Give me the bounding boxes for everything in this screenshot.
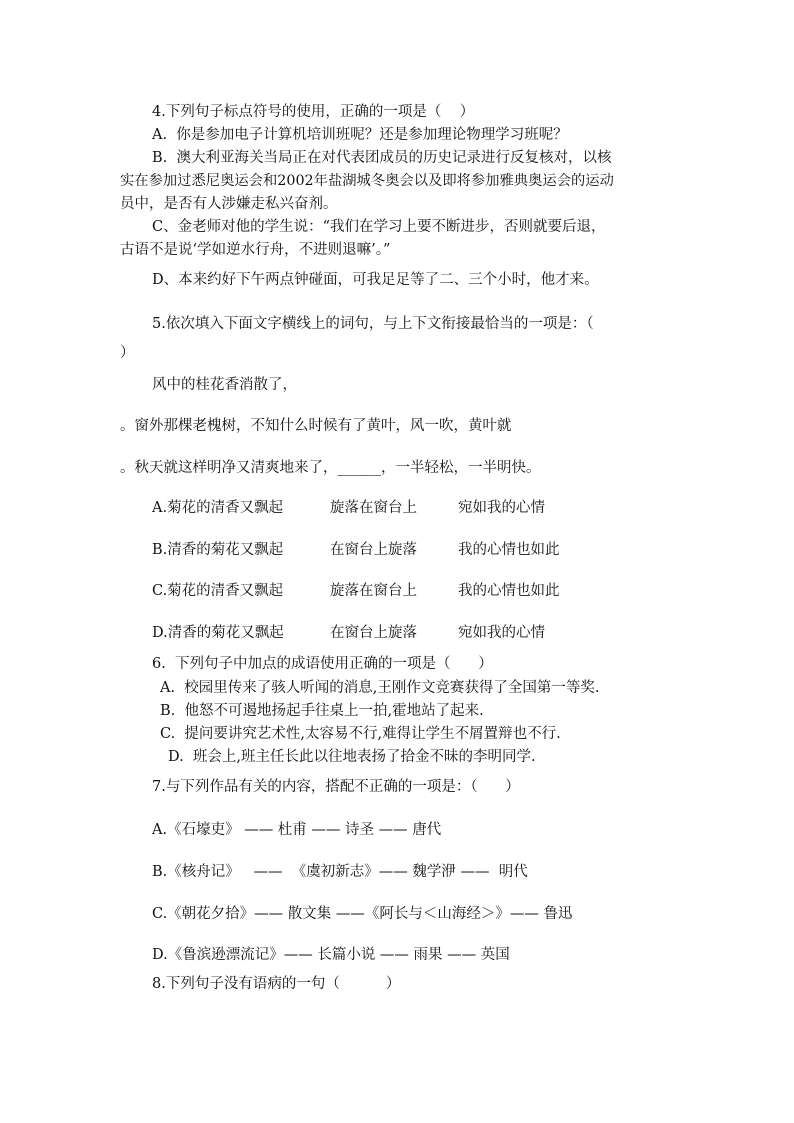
q6-option-b: B. 他怒不可遏地扬起手往桌上一拍,霍地站了起来. [160,703,484,719]
q6-option-c: C. 提问要讲究艺术性,太容易不行,难得让学生不屑置辩也不行. [160,726,561,742]
q5-passage-line3: 。秋天就这样明净又清爽地来了，______，一半轻松，一半明快。 [120,460,541,476]
q5-option-b-col3: 我的心情也如此 [458,542,560,558]
q4-option-c-line1: C、金老师对他的学生说：“我们在学习上要不断进步，否则就要后退， [152,219,606,235]
q6-stem: 6. 下列句子中加点的成语使用正确的一项是（ ） [152,656,493,672]
q5-option-d-col2: 在窗台上旋落 [330,625,417,641]
q5-option-b-col2: 在窗台上旋落 [330,542,417,558]
q5-option-c-col2: 旋落在窗台上 [330,583,417,599]
q6-option-a: A. 校园里传来了骇人听闻的消息,王刚作文竞赛获得了全国第一等奖. [160,680,600,696]
q6-option-d: D. 班会上,班主任长此以往地表扬了拾金不昧的李明同学. [168,749,536,765]
q5-option-a-col1: A.菊花的清香又飘起 [152,500,284,516]
q7-option-d: D.《鲁滨逊漂流记》—— 长篇小说 —— 雨果 —— 英国 [152,947,510,963]
q5-option-d-col3: 宛如我的心情 [458,625,545,641]
q5-option-c-col1: C.菊花的清香又飘起 [152,583,284,599]
q5-stem-line1: 5.依次填入下面文字横线上的词句，与上下文衔接最恰当的一项是：（ [152,316,594,332]
q4-option-c-line2: 古语不是说‘学如逆水行舟，不进则退嘛’。” [120,242,391,258]
q5-passage-line1: 风中的桂花香消散了， [152,377,297,393]
q4-stem: 4.下列句子标点符号的使用，正确的一项是（ ） [152,104,475,120]
q5-option-b-col1: B.清香的菊花又飘起 [152,542,284,558]
q5-option-a-col2: 旋落在窗台上 [330,500,417,516]
q8-stem: 8.下列句子没有语病的一句（ ） [152,976,401,992]
q5-passage-line2: 。窗外那棵老槐树，不知什么时候有了黄叶，风一吹，黄叶就 [120,418,512,434]
q4-option-d: D、本来约好下午两点钟碰面，可我足足等了二、三个小时，他才来。 [152,272,599,288]
q7-option-c: C.《朝花夕拾》—— 散文集 ——《阿长与＜山海经＞》—— 鲁迅 [152,906,573,922]
q4-option-b-line2: 实在参加过悉尼奥运会和2002年盐湖城冬奥会以及即将参加雅典奥运会的运动 [120,173,614,189]
q5-option-d-col1: D.清香的菊花又飘起 [152,625,284,641]
q4-option-b-line3: 员中，是否有人涉嫌走私兴奋剂。 [120,196,338,212]
q5-stem-line2: ） [120,345,135,361]
q5-option-c-col3: 我的心情也如此 [458,583,560,599]
q5-option-a-col3: 宛如我的心情 [458,500,545,516]
q4-option-a: A. 你是参加电子计算机培训班呢？还是参加理论物理学习班呢？ [152,127,568,143]
q7-option-b: B.《核舟记》 —— 《虞初新志》—— 魏学洢 —— 明代 [152,864,528,880]
q7-option-a: A.《石壕吏》 —— 杜甫 —— 诗圣 —— 唐代 [152,822,442,838]
q4-option-b-line1: B. 澳大利亚海关当局正在对代表团成员的历史记录进行反复核对，以核 [152,150,612,166]
q7-stem: 7.与下列作品有关的内容，搭配不正确的一项是：（ ） [152,779,520,795]
